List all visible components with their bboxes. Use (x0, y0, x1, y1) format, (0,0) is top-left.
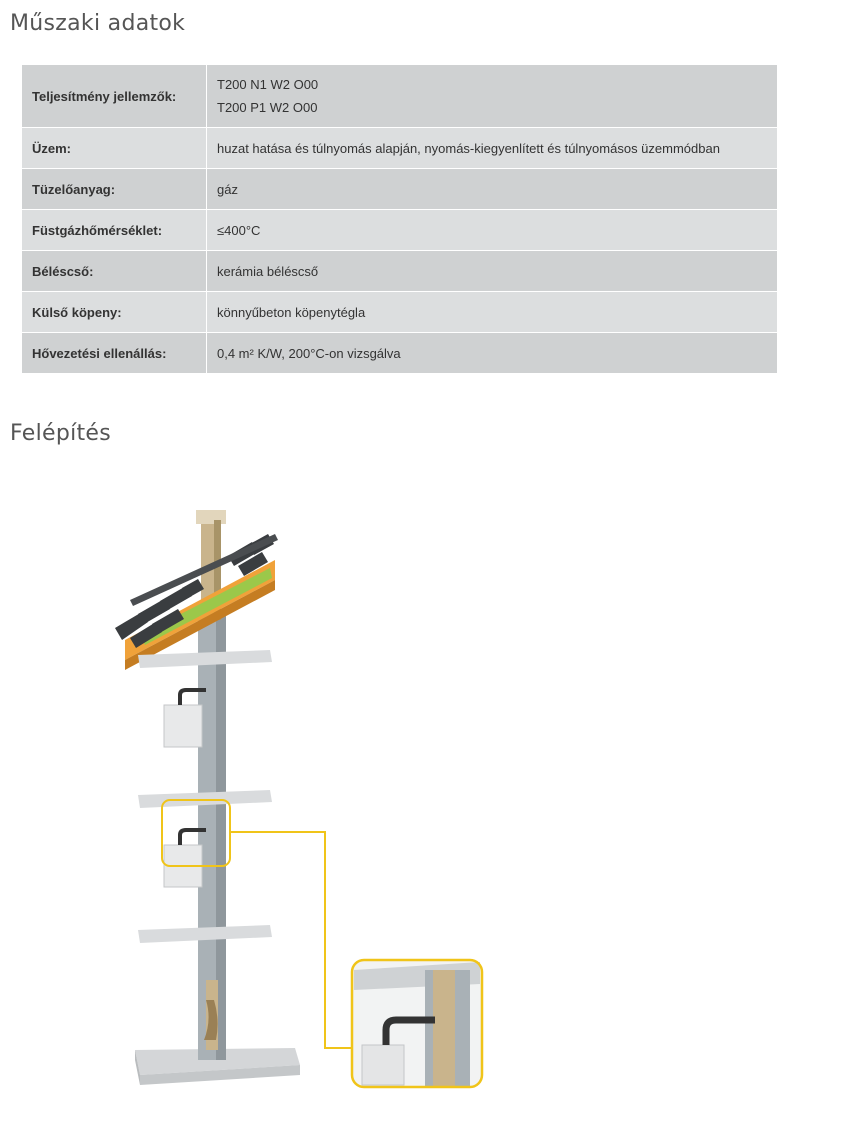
boiler-unit (164, 705, 202, 747)
spec-label: Béléscső: (22, 251, 207, 292)
spec-value: ≤400°C (207, 210, 778, 251)
spec-value-line: T200 P1 W2 O00 (217, 100, 318, 115)
structure-heading: Felépítés (10, 421, 112, 446)
table-row (22, 333, 778, 374)
table-row (22, 169, 778, 210)
spec-label: Tüzelőanyag: (22, 169, 207, 210)
spec-value: könnyűbeton köpenytégla (207, 292, 778, 333)
leader-line (230, 832, 352, 1048)
spec-label: Külső köpeny: (22, 292, 207, 333)
spec-value: 0,4 m² K/W, 200°C-on vizsgálva (207, 333, 778, 374)
table-row (22, 292, 778, 333)
spec-value-line: T200 N1 W2 O00 (217, 77, 319, 92)
spec-value: gáz (207, 169, 778, 210)
chimney-illustration (100, 500, 500, 1100)
chimney-diagram (100, 500, 500, 1100)
spec-label: Teljesítmény jellemzők: (22, 65, 207, 128)
spec-label: Üzem: (22, 128, 207, 169)
spec-value: huzat hatása és túlnyomás alapján, nyomás-kiegyenlített és túlnyomásos üzemmódban (207, 128, 778, 169)
spec-label: Füstgázhőmérséklet: (22, 210, 207, 251)
table-row (22, 65, 778, 128)
table-row (22, 251, 778, 292)
spec-value: kerámia béléscső (207, 251, 778, 292)
technical-data-heading: Műszaki adatok (10, 11, 186, 36)
specs-table (21, 64, 778, 374)
table-row (22, 128, 778, 169)
spec-value (207, 65, 778, 128)
detail-zoom (352, 960, 482, 1087)
table-row (22, 210, 778, 251)
spec-label: Hővezetési ellenállás: (22, 333, 207, 374)
